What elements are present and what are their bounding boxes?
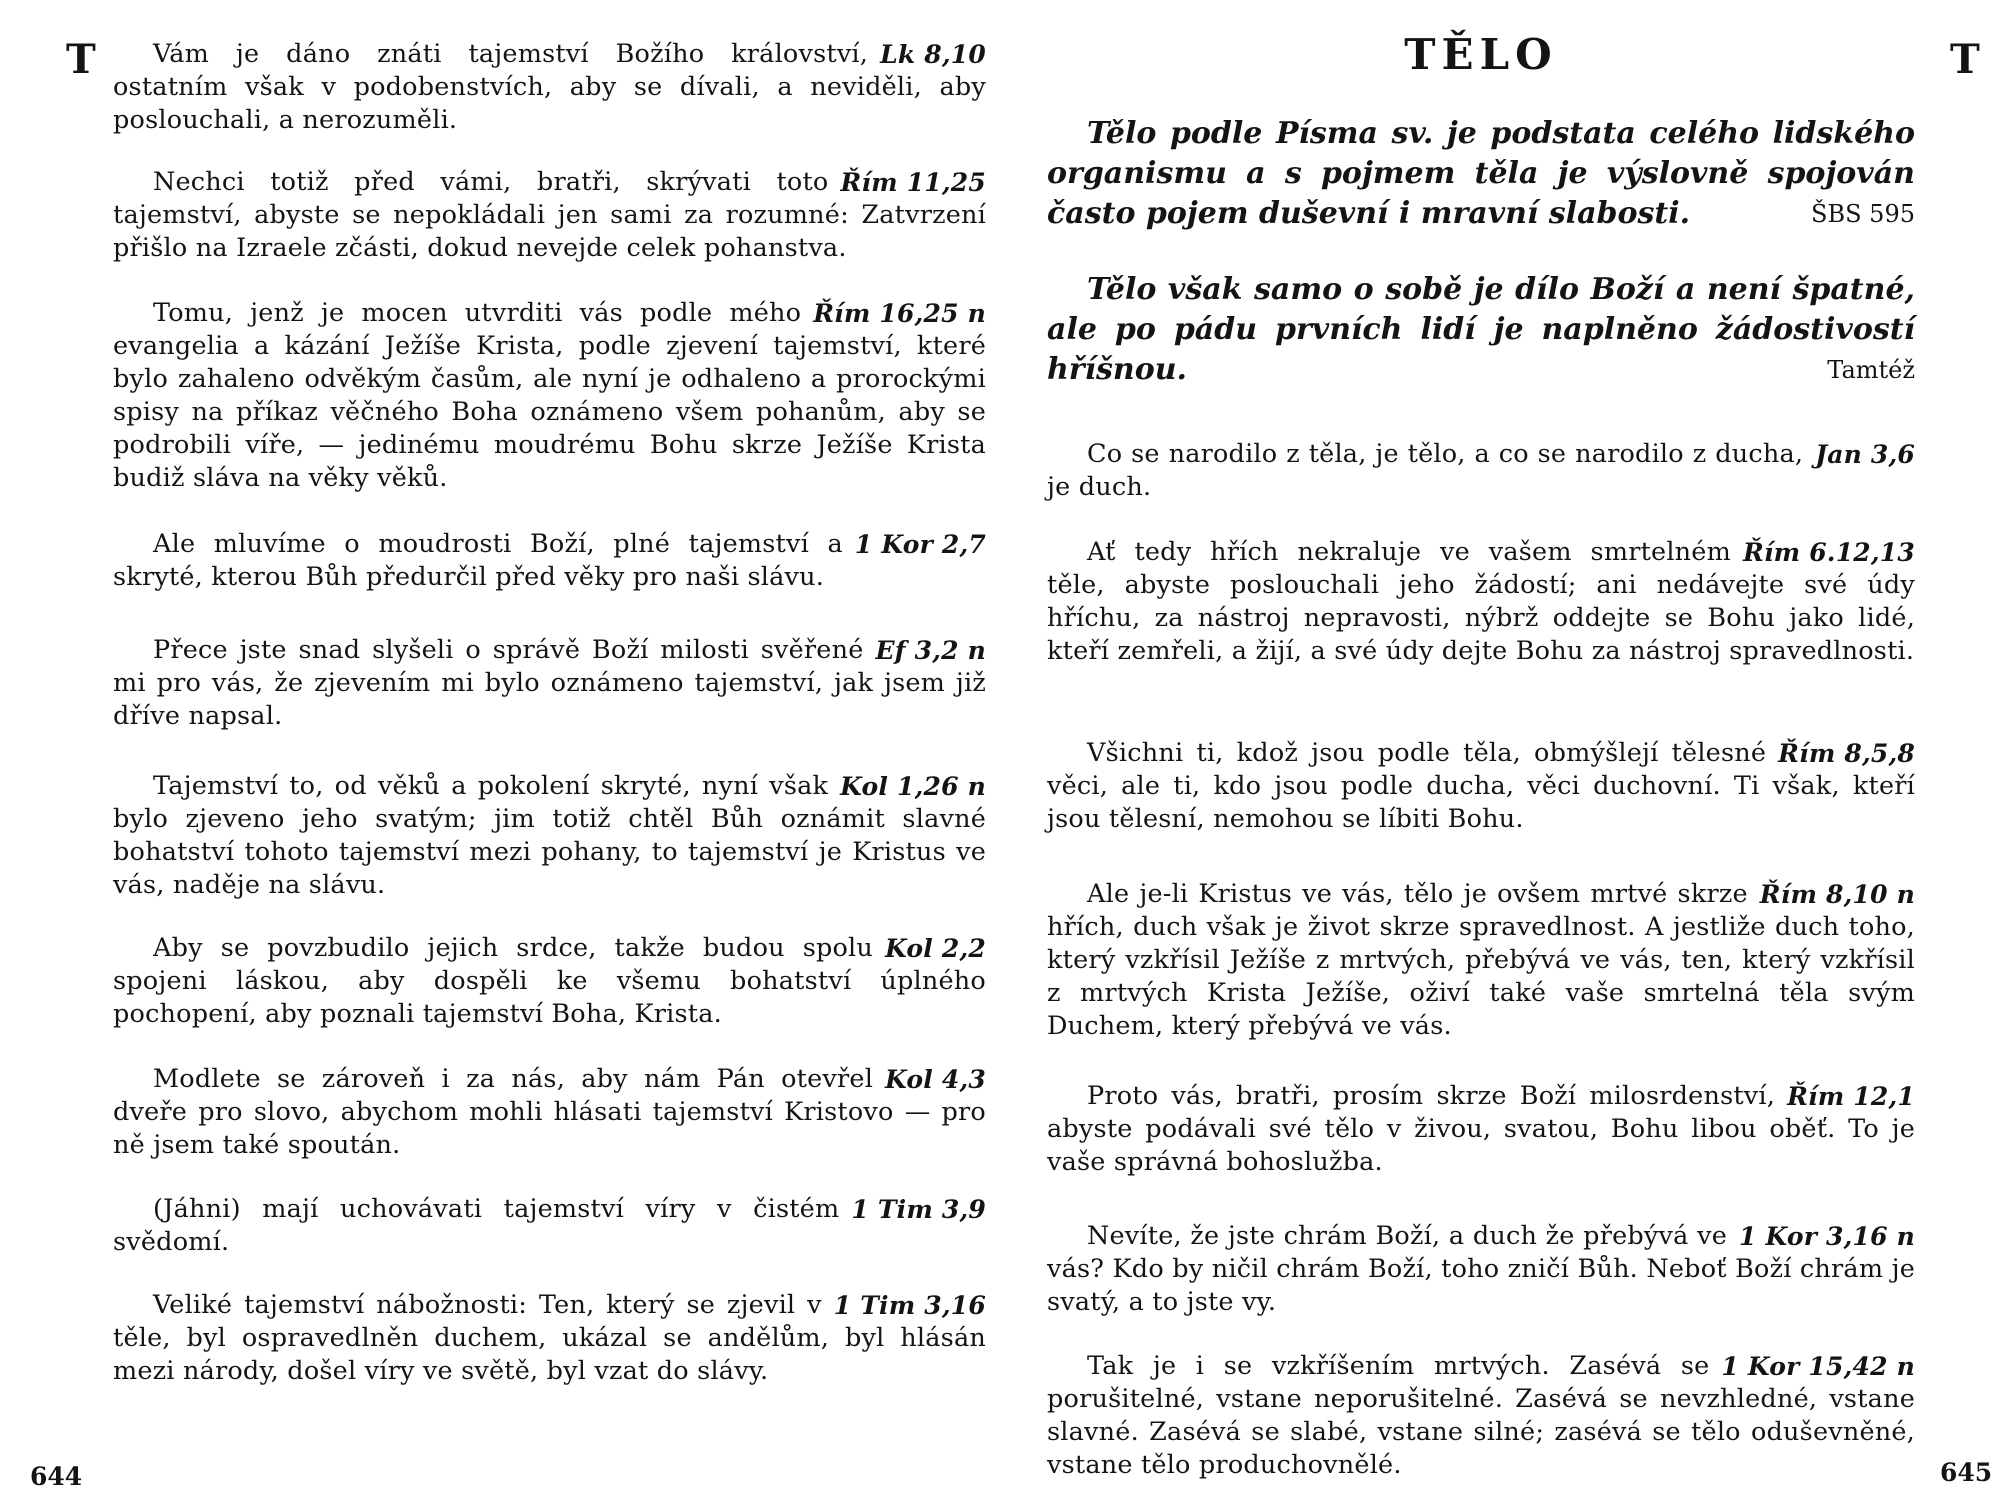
verse-reference: Kol 4,3	[885, 1065, 986, 1094]
verse-text: Ať tedy hřích nekraluje ve vašem smrtelném těle, abyste poslouchali jeho žádostí; ani nedávejte své údy hříchu, za nástroj nepravosti, nýbrž oddejte se Bohu jako lidé, kteří zemřeli, a žijí, a své údy dejte Bohu za nástroj spravedlnosti.	[1047, 537, 1915, 666]
verse-reference: Lk 8,10	[880, 40, 986, 69]
verse-reference: 1 Tim 3,9	[851, 1195, 986, 1224]
verse-text: Aby se povzbudilo jejich srdce, takže budou spolu spojeni láskou, aby dospěli ke všemu bohatství úplného pochopení, aby poznali tajemství Boha, Krista.	[113, 933, 986, 1029]
verse-reference: Řím 16,25 n	[813, 299, 986, 328]
verse-entry	[113, 38, 986, 137]
intro-source: ŠBS 595	[1811, 200, 1915, 228]
section-marker-left: T	[66, 36, 96, 83]
verse-text: Nechci totiž před vámi, bratři, skrývati toto tajemství, abyste se nepokládali jen sami za rozumné: Zatvrzení přišlo na Izraele zčásti, dokud nevejde celek pohanstva.	[113, 167, 986, 263]
verse-text: Tomu, jenž je mocen utvrditi vás podle mého evangelia a kázání Ježíše Krista, podle zjevení tajemství, které bylo zahaleno odvěkým časům, ale nyní je odhaleno a prorockými spisy na příkaz věčného Boha oznámeno všem pohanům, aby se podrobili víře, — jedinému moudrému Bohu skrze Ježíše Krista budiž sláva na věky věků.	[113, 298, 986, 493]
page-number-right: 645	[1940, 1458, 1993, 1487]
verse-text: Co se narodilo z těla, je tělo, a co se narodilo z ducha, je duch.	[1047, 439, 1804, 502]
verse-entry	[1047, 536, 1915, 668]
verse-entry	[1047, 1080, 1915, 1179]
verse-text: Přece jste snad slyšeli o správě Boží milosti svěřené mi pro vás, že zjevením mi bylo oznámeno tajemství, jak jsem již dříve napsal.	[113, 635, 986, 731]
verse-reference: Řím 8,5,8	[1778, 739, 1915, 768]
verse-reference: Řím 11,25	[840, 168, 986, 197]
verse-entry	[1047, 737, 1915, 836]
verse-text: Tak je i se vzkříšením mrtvých. Zasévá se porušitelné, vstane neporušitelné. Zasévá se nevzhledné, vstane slavné. Zasévá se slabé, vstane silné; zasévá se tělo oduševněné, vstane tělo produchovnělé.	[1047, 1351, 1915, 1480]
verse-text: Veliké tajemství nábožnosti: Ten, který se zjevil v těle, byl ospravedlněn duchem, ukázal se andělům, byl hlásán mezi národy, došel víry ve světě, byl vzat do slávy.	[113, 1290, 986, 1386]
verse-entry	[113, 932, 986, 1031]
verse-reference: Řím 6.12,13	[1742, 538, 1915, 567]
verse-entry	[1047, 1350, 1915, 1482]
verse-reference: Řím 12,1	[1787, 1082, 1915, 1111]
verse-entry	[113, 1289, 986, 1388]
section-heading: TĚLO	[1404, 30, 1558, 79]
verse-entry	[113, 528, 986, 594]
verse-text: Modlete se zároveň i za nás, aby nám Pán otevřel dveře pro slovo, abychom mohli hlásati tajemství Kristovo — pro ně jsem také spoután.	[113, 1064, 986, 1160]
section-marker-right: T	[1950, 36, 1980, 83]
verse-entry	[113, 1193, 986, 1259]
verse-reference: Kol 1,26 n	[840, 772, 986, 801]
verse-reference: Jan 3,6	[1815, 440, 1915, 469]
verse-entry	[113, 166, 986, 265]
verse-reference: 1 Tim 3,16	[833, 1291, 986, 1320]
verse-text: Ale mluvíme o moudrosti Boží, plné tajemství a skryté, kterou Bůh předurčil před věky pro naši slávu.	[113, 529, 843, 592]
verse-text: Ale je-li Kristus ve vás, tělo je ovšem mrtvé skrze hřích, duch však je život skrze spravedlnost. A jestliže duch toho, který vzkřísil Ježíše z mrtvých, přebývá ve vás, ten, který vzkřísil z mrtvých Krista Ježíše, oživí také vaše smrtelná těla svým Duchem, který přebývá ve vás.	[1047, 879, 1915, 1041]
verse-reference: 1 Kor 2,7	[854, 530, 986, 559]
verse-text: (Jáhni) mají uchovávati tajemství víry v čistém svědomí.	[113, 1194, 840, 1257]
intro-text: Tělo podle Písma sv. je podstata celého lidského organismu a s pojmem těla je výslovně spojován často pojem duševní i mravní slabosti.	[1047, 116, 1915, 231]
intro-paragraph	[1047, 114, 1915, 234]
verse-reference: Kol 2,2	[885, 934, 986, 963]
verse-entry	[1047, 438, 1915, 504]
verse-text: Tajemství to, od věků a pokolení skryté, nyní však bylo zjeveno jeho svatým; jim totiž chtěl Bůh oznámit slavné bohatství tohoto tajemství mezi pohany, to tajemství je Kristus ve vás, naděje na slávu.	[113, 771, 986, 900]
verse-entry	[113, 634, 986, 733]
verse-reference: 1 Kor 15,42 n	[1721, 1352, 1915, 1381]
intro-paragraph	[1047, 270, 1915, 390]
verse-text: Vám je dáno znáti tajemství Božího království, ostatním však v podobenstvích, aby se dívali, a neviděli, aby poslouchali, a nerozuměli.	[113, 39, 986, 135]
verse-entry	[1047, 878, 1915, 1043]
verse-entry	[113, 770, 986, 902]
verse-reference: Ef 3,2 n	[875, 636, 986, 665]
intro-source: Tamtéž	[1827, 356, 1915, 384]
verse-text: Proto vás, bratři, prosím skrze Boží milosrdenství, abyste podávali své tělo v živou, svatou, Bohu libou oběť. To je vaše správná bohoslužba.	[1047, 1081, 1915, 1177]
verse-text: Nevíte, že jste chrám Boží, a duch že přebývá ve vás? Kdo by ničil chrám Boží, toho zničí Bůh. Neboť Boží chrám je svatý, a to jste vy.	[1047, 1221, 1915, 1317]
verse-reference: Řím 8,10 n	[1759, 880, 1915, 909]
intro-text: Tělo však samo o sobě je dílo Boží a není špatné, ale po pádu prvních lidí je naplněno žádostivostí hříšnou.	[1047, 272, 1915, 387]
page-number-left: 644	[30, 1462, 83, 1491]
verse-text: Všichni ti, kdož jsou podle těla, obmýšlejí tělesné věci, ale ti, kdo jsou podle ducha, věci duchovní. Ti však, kteří jsou tělesní, nemohou se líbiti Bohu.	[1047, 738, 1915, 834]
verse-reference: 1 Kor 3,16 n	[1739, 1222, 1915, 1251]
verse-entry	[1047, 1220, 1915, 1319]
verse-entry	[113, 297, 986, 495]
verse-entry	[113, 1063, 986, 1162]
